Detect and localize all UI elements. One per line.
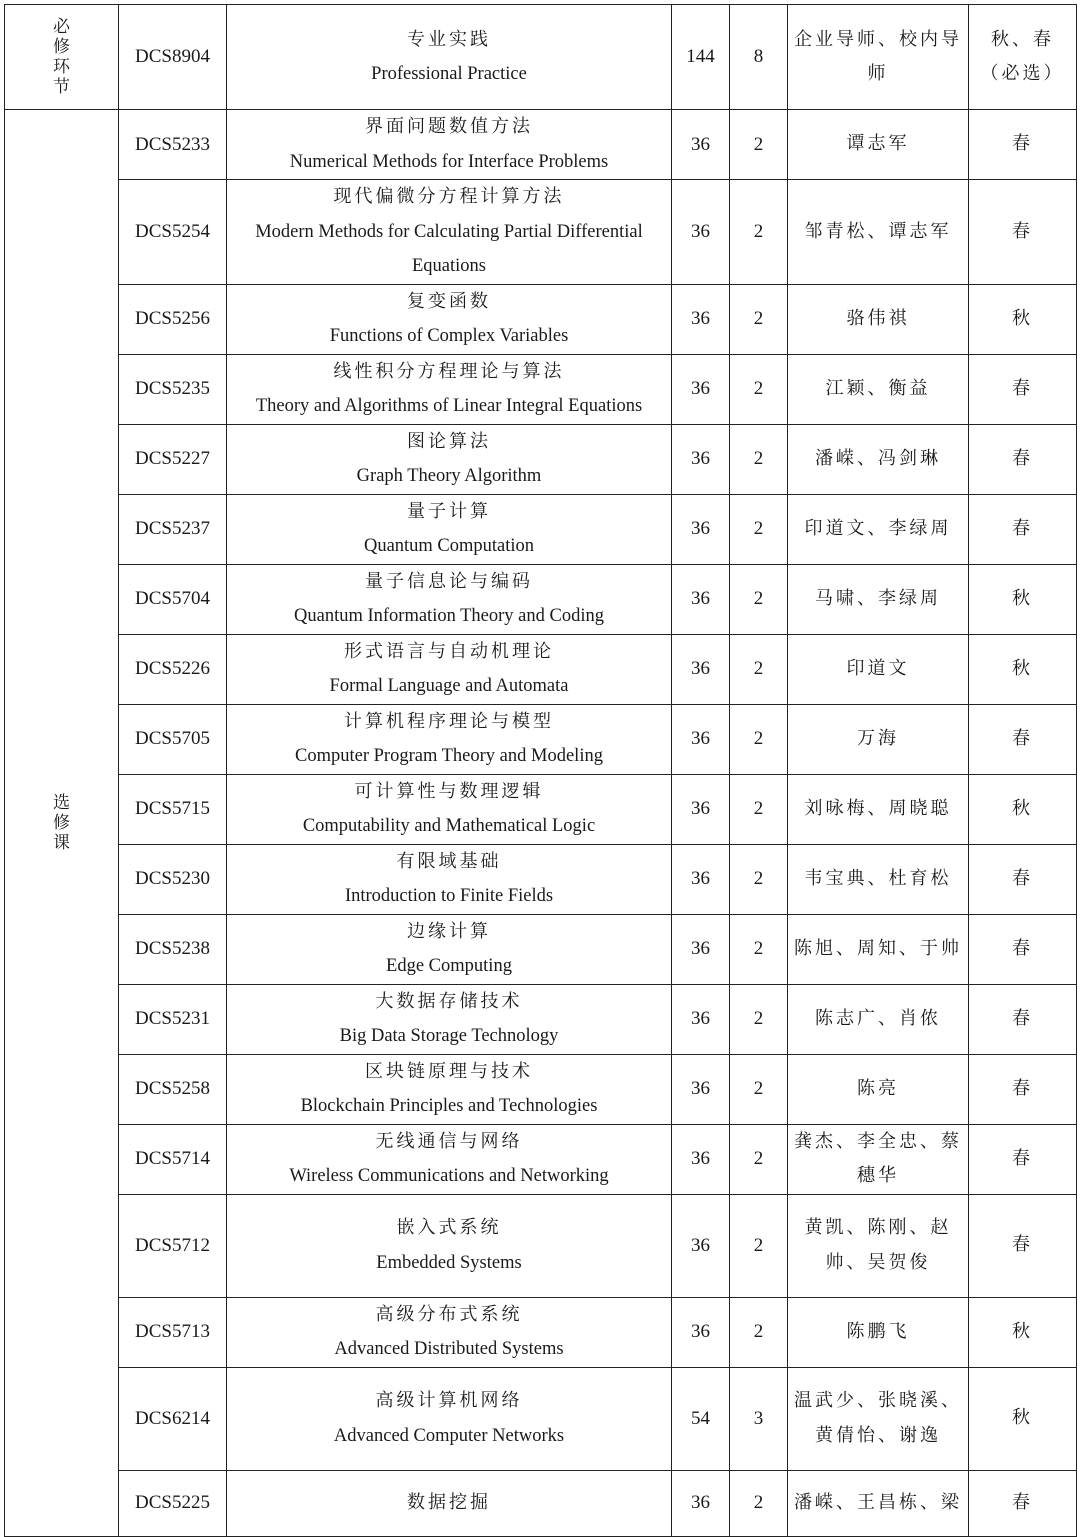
course-name-zh: 界面问题数值方法	[365, 116, 533, 137]
course-teacher: 刘咏梅、周晓聪	[788, 774, 969, 844]
course-hours: 36	[672, 774, 730, 844]
table-row	[5, 914, 1077, 984]
course-name-en: Edge Computing	[386, 956, 512, 976]
table-row	[5, 564, 1077, 634]
course-name	[227, 110, 672, 180]
course-code: DCS5705	[119, 704, 227, 774]
course-teacher: 骆伟祺	[788, 284, 969, 354]
course-credits: 2	[730, 110, 788, 180]
course-name-zh: 数据挖掘	[407, 1491, 491, 1513]
course-name-zh: 复变函数	[407, 290, 491, 312]
course-name	[227, 984, 672, 1054]
course-name-en: Embedded Systems	[376, 1252, 522, 1273]
course-term: 春	[969, 984, 1077, 1054]
course-credits: 2	[730, 984, 788, 1054]
course-name-en: Modern Methods for Calculating Partial Differential Equations	[255, 221, 643, 276]
course-hours: 36	[672, 634, 730, 704]
course-teacher: 谭志军	[788, 110, 969, 180]
table-row	[5, 634, 1077, 704]
course-table-body	[5, 5, 1077, 1537]
table-row	[5, 704, 1077, 774]
course-name-zh: 大数据存储技术	[375, 990, 523, 1012]
course-teacher: 潘嵘、冯剑琳	[788, 424, 969, 494]
course-name	[227, 424, 672, 494]
course-name-zh: 高级分布式系统	[375, 1303, 523, 1325]
course-code: DCS5256	[119, 284, 227, 354]
course-hours: 36	[672, 984, 730, 1054]
course-name-zh: 现代偏微分方程计算方法	[333, 186, 565, 207]
course-term: 秋	[969, 564, 1077, 634]
course-credits: 2	[730, 844, 788, 914]
course-teacher: 马啸、李绿周	[788, 564, 969, 634]
course-name	[227, 1124, 672, 1194]
course-teacher: 陈亮	[788, 1054, 969, 1124]
course-hours: 36	[672, 1297, 730, 1367]
course-teacher: 邹青松、谭志军	[788, 180, 969, 285]
course-term: 秋、春（必选）	[969, 5, 1077, 110]
course-name	[227, 1194, 672, 1297]
course-teacher: 陈志广、肖侬	[788, 984, 969, 1054]
course-hours: 36	[672, 180, 730, 285]
course-name	[227, 914, 672, 984]
course-name-zh: 高级计算机网络	[375, 1390, 523, 1411]
course-credits: 3	[730, 1367, 788, 1470]
course-term: 秋	[969, 284, 1077, 354]
course-name-zh: 专业实践	[407, 28, 491, 50]
category-elective	[5, 110, 119, 1537]
course-credits: 2	[730, 424, 788, 494]
course-credits: 2	[730, 180, 788, 285]
course-teacher: 潘嵘、王昌栋、梁	[788, 1470, 969, 1536]
course-name	[227, 634, 672, 704]
course-name-en: Introduction to Finite Fields	[344, 886, 554, 906]
course-name-zh: 形式语言与自动机理论	[344, 640, 554, 662]
course-name-zh: 区块链原理与技术	[365, 1060, 533, 1082]
table-row	[5, 180, 1077, 285]
course-term: 秋	[969, 634, 1077, 704]
course-code: DCS5715	[119, 774, 227, 844]
table-row	[5, 1194, 1077, 1297]
table-row	[5, 110, 1077, 180]
course-name-en: Advanced Computer Networks	[333, 1425, 565, 1446]
table-row	[5, 1470, 1077, 1536]
course-name-en: Computability and Mathematical Logic	[302, 816, 596, 836]
course-credits: 2	[730, 1054, 788, 1124]
course-name-zh: 计算机程序理论与模型	[344, 710, 554, 732]
course-code: DCS5233	[119, 110, 227, 180]
course-term: 春	[969, 914, 1077, 984]
course-name	[227, 1470, 672, 1536]
course-teacher: 印道文、李绿周	[788, 494, 969, 564]
table-row	[5, 284, 1077, 354]
course-name-en: Theory and Algorithms of Linear Integral Equations	[255, 396, 643, 416]
course-hours: 36	[672, 494, 730, 564]
course-name	[227, 1297, 672, 1367]
course-name-zh: 线性积分方程理论与算法	[333, 360, 565, 382]
course-code: DCS5235	[119, 354, 227, 424]
course-hours: 144	[672, 5, 730, 110]
course-credits: 2	[730, 1470, 788, 1536]
course-name-zh: 量子计算	[407, 500, 491, 522]
course-name	[227, 704, 672, 774]
course-name-en: Computer Program Theory and Modeling	[295, 746, 603, 766]
course-name	[227, 774, 672, 844]
course-name-en: Quantum Information Theory and Coding	[294, 606, 604, 626]
course-code: DCS5231	[119, 984, 227, 1054]
course-credits: 2	[730, 494, 788, 564]
course-name-zh: 可计算性与数理逻辑	[354, 780, 544, 802]
course-code: DCS5704	[119, 564, 227, 634]
course-name	[227, 1054, 672, 1124]
course-credits: 2	[730, 1124, 788, 1194]
course-name	[227, 844, 672, 914]
table-row	[5, 1367, 1077, 1470]
course-code: DCS8904	[119, 5, 227, 110]
course-code: DCS5713	[119, 1297, 227, 1367]
course-code: DCS5714	[119, 1124, 227, 1194]
category-label: 选修课	[53, 792, 70, 853]
course-name-en: Functions of Complex Variables	[329, 326, 569, 346]
course-name	[227, 494, 672, 564]
course-credits: 2	[730, 1194, 788, 1297]
course-hours: 36	[672, 1194, 730, 1297]
course-name	[227, 284, 672, 354]
table-row	[5, 424, 1077, 494]
course-credits: 2	[730, 704, 788, 774]
course-teacher: 陈鹏飞	[788, 1297, 969, 1367]
course-code: DCS5230	[119, 844, 227, 914]
course-hours: 36	[672, 354, 730, 424]
course-name-en: Blockchain Principles and Technologies	[300, 1096, 598, 1116]
course-term: 秋	[969, 1367, 1077, 1470]
course-credits: 2	[730, 634, 788, 704]
course-hours: 36	[672, 564, 730, 634]
course-name	[227, 5, 672, 110]
category-label: 必修环节	[53, 17, 70, 97]
course-term: 春	[969, 354, 1077, 424]
course-name-en: Formal Language and Automata	[329, 676, 569, 696]
course-term: 春	[969, 424, 1077, 494]
course-table	[4, 4, 1077, 1537]
course-hours: 36	[672, 1124, 730, 1194]
course-code: DCS5258	[119, 1054, 227, 1124]
course-name-zh: 无线通信与网络	[375, 1130, 523, 1152]
course-teacher: 陈旭、周知、于帅	[788, 914, 969, 984]
course-term: 春	[969, 1054, 1077, 1124]
course-credits: 2	[730, 1297, 788, 1367]
course-code: DCS5227	[119, 424, 227, 494]
course-name-en: Big Data Storage Technology	[339, 1026, 559, 1046]
course-term: 秋	[969, 1297, 1077, 1367]
course-term: 春	[969, 1194, 1077, 1297]
course-term: 春	[969, 1470, 1077, 1536]
course-credits: 2	[730, 564, 788, 634]
course-teacher: 韦宝典、杜育松	[788, 844, 969, 914]
course-name-zh: 量子信息论与编码	[365, 570, 533, 592]
course-hours: 54	[672, 1367, 730, 1470]
course-code: DCS5226	[119, 634, 227, 704]
table-row	[5, 984, 1077, 1054]
table-row	[5, 494, 1077, 564]
course-term: 秋	[969, 774, 1077, 844]
course-name	[227, 564, 672, 634]
course-hours: 36	[672, 1470, 730, 1536]
course-name-zh: 边缘计算	[407, 920, 491, 942]
course-code: DCS5237	[119, 494, 227, 564]
course-name-en: Numerical Methods for Interface Problems	[289, 151, 609, 172]
table-row	[5, 1124, 1077, 1194]
course-code: DCS5254	[119, 180, 227, 285]
course-name-en: Quantum Computation	[363, 536, 535, 556]
course-name	[227, 1367, 672, 1470]
course-hours: 36	[672, 1054, 730, 1124]
course-teacher: 温武少、张晓溪、黄倩怡、谢逸	[788, 1367, 969, 1470]
course-credits: 2	[730, 284, 788, 354]
course-name	[227, 180, 672, 285]
course-hours: 36	[672, 424, 730, 494]
course-code: DCS6214	[119, 1367, 227, 1470]
course-code: DCS5712	[119, 1194, 227, 1297]
course-teacher: 万海	[788, 704, 969, 774]
table-row	[5, 1054, 1077, 1124]
course-name-en: Advanced Distributed Systems	[334, 1339, 564, 1359]
course-hours: 36	[672, 704, 730, 774]
course-term: 春	[969, 844, 1077, 914]
course-teacher: 印道文	[788, 634, 969, 704]
course-term: 春	[969, 494, 1077, 564]
course-code: DCS5225	[119, 1470, 227, 1536]
course-term: 春	[969, 704, 1077, 774]
table-row	[5, 5, 1077, 110]
course-hours: 36	[672, 844, 730, 914]
course-teacher: 龚杰、李全忠、蔡穗华	[788, 1124, 969, 1194]
course-teacher: 江颖、衡益	[788, 354, 969, 424]
course-code: DCS5238	[119, 914, 227, 984]
course-term: 春	[969, 110, 1077, 180]
category-required	[5, 5, 119, 110]
table-row	[5, 1297, 1077, 1367]
course-name-zh: 图论算法	[407, 430, 491, 452]
course-name-en: Graph Theory Algorithm	[356, 466, 542, 486]
course-name	[227, 354, 672, 424]
course-hours: 36	[672, 914, 730, 984]
course-name-en: Professional Practice	[371, 64, 527, 84]
course-term: 春	[969, 1124, 1077, 1194]
course-credits: 8	[730, 5, 788, 110]
table-row	[5, 774, 1077, 844]
course-name-zh: 有限域基础	[396, 850, 502, 872]
course-teacher: 黄凯、陈刚、赵帅、吴贺俊	[788, 1194, 969, 1297]
table-row	[5, 844, 1077, 914]
course-name-en: Wireless Communications and Networking	[289, 1166, 609, 1186]
course-teacher: 企业导师、校内导师	[788, 5, 969, 110]
course-name-zh: 嵌入式系统	[396, 1217, 502, 1238]
course-term: 春	[969, 180, 1077, 285]
course-hours: 36	[672, 284, 730, 354]
course-credits: 2	[730, 774, 788, 844]
course-credits: 2	[730, 914, 788, 984]
table-row	[5, 354, 1077, 424]
course-hours: 36	[672, 110, 730, 180]
course-credits: 2	[730, 354, 788, 424]
